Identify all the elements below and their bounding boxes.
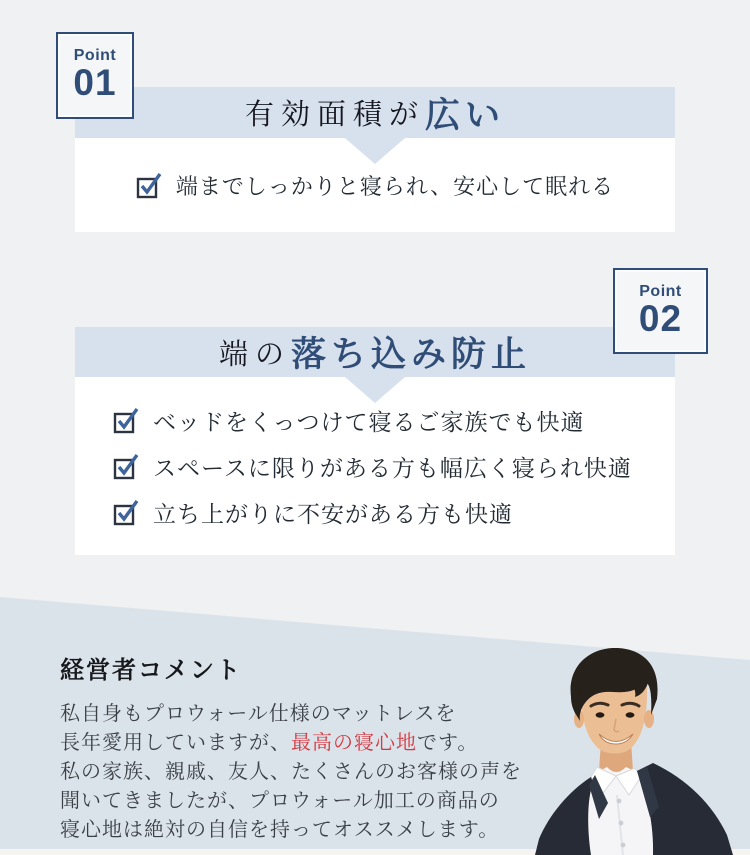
point-02-heading-band — [75, 327, 675, 377]
ceo-comment-line: 私の家族、親戚、友人、たくさんのお客様の声を — [60, 761, 522, 783]
ceo-comment-line: 私自身もプロウォール仕様のマットレスを — [60, 703, 457, 725]
point-02-badge — [613, 268, 708, 354]
point-01-badge — [56, 32, 134, 119]
checklist-item — [113, 496, 675, 529]
point-02-title-accent: 落ち込み防止 — [291, 335, 532, 374]
ceo-photo — [533, 645, 750, 855]
checkbox-checked-icon — [113, 499, 140, 526]
point-02-badge-label: Point — [639, 282, 682, 300]
comment-text-normal: 長年愛用していますが、 — [60, 732, 291, 754]
triangle-down-icon — [345, 138, 405, 164]
checklist-item-label: 端までしっかりと寝られ、安心して眠れる — [175, 173, 615, 199]
checklist-item — [136, 170, 614, 201]
checklist-item-label: スペースに限りがある方も幅広く寝られ快適 — [153, 455, 632, 481]
point-02-title: 端の — [218, 338, 291, 371]
point-01-badge-label: Point — [73, 47, 117, 65]
triangle-down-icon — [345, 377, 405, 403]
ceo-comment-heading: 経営者コメント — [60, 657, 242, 684]
point-01-badge-number: 01 — [73, 62, 117, 104]
ceo-comment-line: 寝心地は絶対の自信を持ってオススメします。 — [60, 819, 500, 841]
ceo-comment-block — [60, 650, 522, 845]
comment-text-normal: です。 — [417, 732, 479, 754]
checklist-item-label: 立ち上がりに不安がある方も快適 — [153, 501, 513, 527]
checkbox-checked-icon — [113, 453, 140, 480]
comment-text-highlight: 最高の寝心地 — [291, 732, 417, 754]
point-01-title: 有効面積が — [244, 99, 425, 131]
point-01-heading-band — [75, 87, 675, 138]
checklist-item — [113, 450, 675, 483]
point-01-title-accent: 広い — [425, 95, 506, 135]
ceo-comment-line — [60, 729, 522, 758]
checkbox-checked-icon — [113, 407, 140, 434]
point-02-checklist-card — [75, 377, 675, 555]
checkbox-checked-icon — [136, 172, 163, 199]
checklist-item — [113, 404, 675, 437]
checklist-item-label: ベッドをくっつけて寝るご家族でも快適 — [153, 409, 585, 435]
point-02-badge-number: 02 — [638, 297, 683, 339]
ceo-comment-line: 聞いてきましたが、プロウォール加工の商品の — [60, 790, 500, 812]
